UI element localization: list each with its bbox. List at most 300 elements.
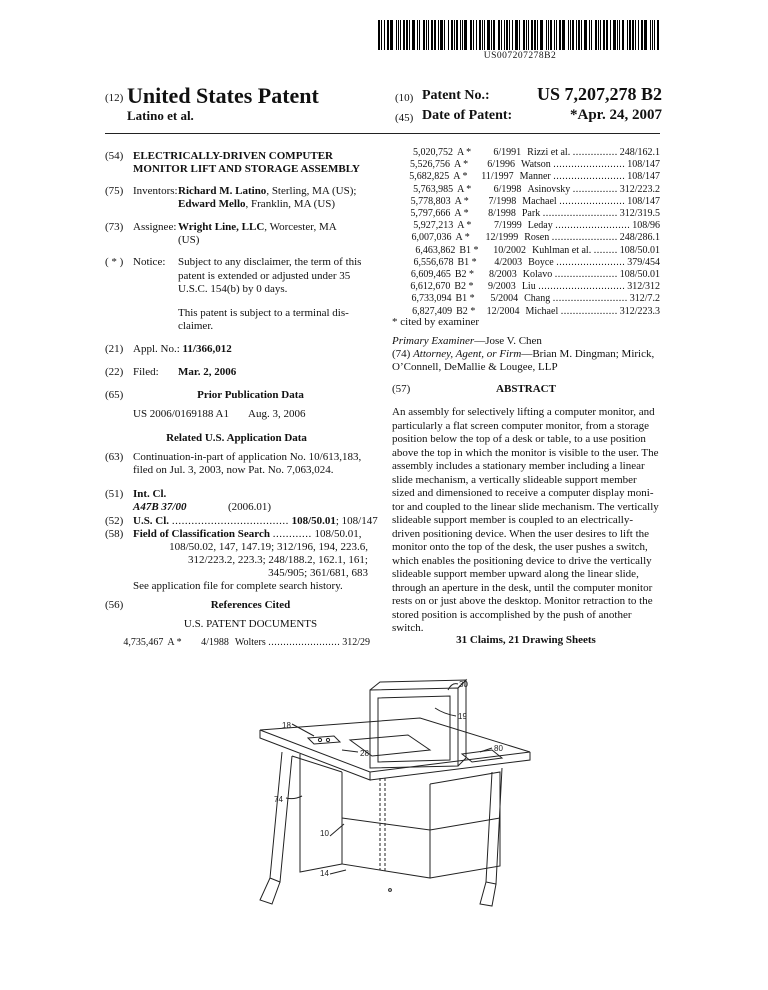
ref-star: * (464, 232, 470, 244)
code-73: (73) (105, 221, 124, 233)
patent-number: US 7,207,278 B2 (537, 84, 663, 104)
attorney-label: Attorney, Agent, or Firm (413, 348, 522, 360)
ref-date: 12/1999 (485, 232, 519, 244)
ref-label-14: 14 (320, 869, 329, 878)
ref-class: 108/50.01 (619, 269, 660, 281)
leader-dots: ............ (272, 528, 312, 540)
ref-name (518, 293, 628, 305)
inventor-1 (178, 185, 356, 199)
reference-row (392, 184, 660, 196)
ref-class: 312/223.3 (619, 305, 660, 317)
ref-name-text: Boyce (528, 256, 554, 268)
publication-number: US 2006/0169188 A1 (133, 408, 229, 420)
barcode-bar (412, 20, 415, 50)
leader-dots: ......................... (555, 220, 631, 232)
barcode-bar (627, 20, 628, 50)
barcode-bar (444, 20, 445, 50)
ref-number: 6,609,465 (410, 269, 451, 281)
appl-no-value: 11/366,012 (182, 343, 232, 355)
barcode-bar (622, 20, 624, 50)
ref-kind (450, 159, 475, 171)
references-cited-title: References Cited (210, 599, 291, 611)
barcode-bar (506, 20, 508, 50)
barcode-bar (504, 20, 505, 50)
ref-star: * (463, 159, 469, 171)
reference-row (392, 220, 660, 232)
ref-number: 5,797,666 (410, 208, 451, 220)
barcode-bar (515, 20, 518, 50)
code-notice: ( * ) (105, 256, 124, 268)
primary-examiner (392, 335, 542, 349)
abstract-line: monitor onto the top of the desk, the user pushes a switch, (392, 541, 648, 553)
ref-star: * (463, 195, 469, 207)
ref-date: 12/2004 (486, 305, 520, 317)
notice-line: Subject to any disclaimer, the term of this (178, 256, 362, 268)
barcode-bar (487, 20, 490, 50)
leader-dots: ................... (560, 305, 618, 317)
notice-line: This patent is subject to a terminal dis- (178, 306, 349, 319)
ref-class: 312/223.2 (619, 183, 661, 195)
barcode-bar (438, 20, 439, 50)
reference-row (392, 293, 660, 305)
ref-label-18: 18 (282, 721, 291, 730)
leader-dots: ............... (572, 147, 618, 158)
ref-kind-code: B2 (454, 281, 467, 293)
abstract-text (392, 406, 660, 636)
abstract-line: slide mechanism, a vertically slideable support member (392, 473, 637, 486)
ref-label-10: 10 (320, 829, 329, 838)
barcode-bar (479, 20, 481, 50)
ref-kind (163, 637, 189, 649)
ref-kind (453, 257, 480, 269)
barcode-bar (562, 20, 565, 50)
barcode-bar (613, 20, 616, 50)
ref-kind-code: A (454, 208, 462, 220)
ref-label-80: 80 (494, 744, 503, 753)
ref-date: 7/1999 (493, 220, 522, 232)
barcode-bar (423, 20, 425, 50)
ref-star: * (471, 256, 477, 268)
ref-date: 7/1998 (488, 195, 517, 207)
ref-number: 5,526,756 (409, 159, 450, 171)
assignee-location: , Worcester, MA (264, 221, 337, 233)
leader-dots: ....................... (556, 256, 626, 268)
ref-label-28: 28 (360, 749, 369, 758)
ref-kind-code: B1 (457, 256, 470, 268)
barcode (378, 20, 662, 50)
ref-date: 6/1991 (493, 147, 522, 158)
barcode-bar (581, 20, 582, 50)
code-75: (75) (105, 185, 124, 197)
ref-date: 10/2002 (493, 244, 527, 256)
primary-examiner-name: —Jose V. Chen (474, 335, 542, 347)
barcode-bar (491, 20, 492, 50)
ref-date: 6/1998 (493, 183, 522, 195)
ref-class: 108/147 (627, 159, 660, 171)
barcode-bar (456, 20, 458, 50)
code-12: (12) (105, 92, 124, 104)
abstract-title: ABSTRACT (496, 383, 556, 395)
reference-row (392, 245, 660, 257)
leader-dots: ........................ (553, 159, 626, 171)
reference-row (392, 257, 660, 269)
patent-drawing (230, 668, 550, 908)
ref-class: 108/96 (632, 220, 660, 232)
ref-class: 248/286.1 (619, 232, 660, 244)
invention-title-2: MONITOR LIFT AND STORAGE ASSEMBLY (133, 163, 360, 175)
barcode-bar (629, 20, 631, 50)
ref-star: * (468, 281, 474, 293)
ref-class: 312/319.5 (619, 208, 660, 220)
ref-date: 8/1998 (488, 208, 516, 220)
publication-date: Aug. 3, 2006 (248, 408, 306, 420)
ref-name-text: Leday (527, 220, 553, 232)
code-57: (57) (392, 383, 411, 395)
reference-row (392, 232, 660, 244)
filed-label: Filed: (133, 366, 159, 378)
ref-star: * (466, 220, 472, 232)
claims-summary: 31 Claims, 21 Drawing Sheets (456, 634, 596, 646)
abstract-line: rests on or just above the desktop. Monitor retraction to the (392, 595, 653, 607)
barcode-bar (406, 20, 408, 50)
ref-kind-code: A (453, 159, 461, 171)
ref-name-text: Liu (521, 281, 536, 293)
ref-name (518, 232, 618, 244)
code-52: (52) (105, 515, 124, 527)
barcode-bar (523, 20, 525, 50)
abstract-line: slideable support member upward along the linear slide, (392, 568, 639, 580)
ref-kind-code: B2 (454, 269, 467, 281)
barcode-bar (578, 20, 580, 50)
barcode-bar (454, 20, 455, 50)
ref-star: * (466, 147, 472, 158)
inventor-2-name: Edward Mello (178, 198, 246, 210)
ref-number: 5,778,803 (410, 195, 451, 207)
code-58: (58) (105, 528, 124, 540)
barcode-bar (589, 20, 590, 50)
field-of-search-line: 108/50.01, (314, 528, 362, 540)
field-of-search (133, 528, 362, 542)
date-label: Date of Patent: (422, 108, 513, 123)
ref-class: 312/29 (342, 637, 370, 648)
document-title: United States Patent (127, 83, 319, 108)
barcode-bar (484, 20, 485, 50)
barcode-bar (617, 20, 618, 50)
leader-dots: ......................... (552, 293, 628, 305)
ref-number: 5,020,752 (412, 147, 453, 158)
abstract-line: which enables the positioning device to drive the vertically (392, 554, 652, 567)
cabinet-division (342, 818, 500, 830)
barcode-bar (390, 20, 393, 50)
ref-kind-code: A (457, 183, 464, 195)
invention-title-1: ELECTRICALLY-DRIVEN COMPUTER (133, 150, 333, 162)
ref-date: 4/2003 (494, 256, 523, 268)
inventor-2 (178, 198, 335, 212)
ref-star: * (469, 269, 474, 281)
barcode-bar (598, 20, 599, 50)
ref-date: 11/1997 (481, 171, 514, 183)
search-history-note: See application file for complete search history. (133, 580, 343, 592)
ref-kind-code: A (454, 195, 462, 207)
barcode-bar (419, 20, 420, 50)
ref-kind-code: A (457, 220, 464, 232)
int-cl-code: A47B 37/00 (133, 501, 187, 513)
barcode-bar (554, 20, 555, 50)
barcode-bar (650, 20, 651, 50)
barcode-bar (546, 20, 547, 50)
ref-date: 6/1996 (487, 159, 515, 171)
abstract-line: sized and dimensioned to receive a computer display moni- (392, 487, 654, 499)
us-cl-rest: ; 108/147 (335, 515, 378, 527)
ref-kind (450, 208, 476, 220)
abstract-line: stored position is accomplished by the push of another (392, 608, 632, 621)
code-45: (45) (395, 112, 414, 124)
leader-dots: ...................... (559, 195, 626, 207)
ref-kind (449, 171, 474, 183)
ref-star: * (466, 183, 472, 195)
barcode-bar (572, 20, 574, 50)
abstract-line: assembly includes a stationary member including a linear (392, 460, 645, 472)
assignee-label: Assignee: (133, 221, 177, 233)
ref-name (521, 147, 618, 159)
ref-kind-code: A (167, 637, 175, 648)
code-74: (74) (392, 348, 411, 360)
barcode-bar (638, 20, 639, 50)
assignee-name: Wright Line, LLC (178, 221, 265, 233)
barcode-bar (591, 20, 592, 50)
patent-no-label: Patent No.: (422, 88, 490, 103)
barcode-bar (476, 20, 477, 50)
barcode-bar (512, 20, 513, 50)
ref-name (517, 269, 618, 281)
code-22: (22) (105, 366, 124, 378)
barcode-bar (657, 20, 659, 50)
assignee (178, 221, 337, 235)
leader-dots: ..................... (554, 269, 618, 281)
cabinet-front (342, 772, 430, 878)
inventors-label: Inventors: (133, 185, 178, 197)
reference-row (392, 159, 660, 171)
barcode-bar (526, 20, 527, 50)
notice-text (178, 256, 368, 334)
related-app-title: Related U.S. Application Data (166, 432, 307, 444)
reference-row (392, 147, 660, 159)
inventor-2-location: , Franklin, MA (US) (245, 198, 336, 210)
ref-star: * (176, 637, 182, 648)
barcode-bar (398, 20, 399, 50)
ref-label-30: 30 (459, 680, 468, 689)
ref-date: 4/1988 (201, 637, 229, 648)
barcode-bar (540, 20, 543, 50)
monitor-side (458, 680, 466, 766)
reference-row (392, 208, 660, 220)
right-references (392, 147, 660, 318)
ref-number: 6,007,036 (411, 232, 452, 244)
barcode-bar (440, 20, 443, 50)
notice-line: U.S.C. 154(b) by 0 days. (178, 283, 288, 295)
ref-date: 9/2003 (488, 281, 516, 293)
ref-name-text: Manner (519, 171, 551, 183)
ref-kind (453, 184, 480, 196)
us-cl (133, 515, 378, 529)
ref-number: 6,556,678 (413, 256, 454, 268)
abstract-line: above the top in which the monitor is visible to the user. The (392, 446, 659, 459)
leader-dots: ...................... (551, 232, 618, 244)
ref-number: 6,612,670 (410, 281, 451, 293)
barcode-bar (460, 20, 461, 50)
cited-by-examiner: * cited by examiner (392, 316, 480, 328)
ref-kind (453, 220, 480, 232)
inventor-1-location: , Sterling, MA (US); (266, 185, 357, 197)
barcode-bar (378, 20, 380, 50)
us-cl-main: 108/50.01 (291, 515, 336, 527)
ref-star: * (469, 293, 475, 305)
barcode-bar (396, 20, 397, 50)
left-references (105, 637, 370, 649)
ref-kind (452, 232, 478, 244)
barcode-bar (603, 20, 605, 50)
ref-name (522, 257, 625, 269)
ref-kind-code: B2 (456, 305, 468, 317)
ref-class: 312/312 (627, 281, 660, 293)
barcode-bar (550, 20, 552, 50)
ref-kind (455, 245, 482, 257)
abstract-line: particularly a flat screen computer monitor, from a storage (392, 419, 650, 432)
ref-kind-code: A (456, 147, 464, 158)
assignee-country: (US) (178, 234, 200, 246)
ref-name (514, 171, 626, 183)
continuation-line-2: filed on Jul. 3, 2003, now Pat. No. 7,063,024. (133, 464, 334, 476)
ref-name (516, 281, 625, 293)
us-cl-label: U.S. Cl. (133, 515, 170, 527)
barcode-bar (498, 20, 500, 50)
ref-name (519, 306, 617, 318)
reference-row (392, 196, 660, 208)
barcode-bar (641, 20, 643, 50)
int-cl-label: Int. Cl. (133, 488, 167, 500)
ref-number: 5,763,985 (413, 183, 454, 195)
ref-class: 108/147 (627, 195, 660, 207)
ref-kind (451, 293, 477, 305)
ref-name-text: Asinovsky (527, 183, 571, 195)
ref-name-text: Kuhlman et al. (532, 244, 592, 256)
barcode-bar (584, 20, 587, 50)
abstract-line: through an aperture in the desk, until the computer monitor (392, 581, 653, 594)
ref-number: 6,733,094 (411, 293, 452, 305)
barcode-bar (431, 20, 433, 50)
notice-line: claimer. (178, 320, 214, 332)
barcode-bar (548, 20, 549, 50)
barcode-bar (654, 20, 655, 50)
barcode-bar (606, 20, 608, 50)
ref-name (515, 159, 625, 171)
barcode-bar (568, 20, 569, 50)
ref-name-text: Michael (525, 305, 559, 317)
barcode-bar (448, 20, 449, 50)
notice-label: Notice: (133, 256, 166, 268)
ref-kind-code: B1 (455, 293, 468, 305)
barcode-bar (400, 20, 401, 50)
ref-name (516, 196, 625, 208)
ref-number: 5,682,825 (409, 171, 450, 183)
leader-dots: ............................. (538, 281, 626, 293)
ref-name-text: Park (521, 208, 541, 220)
ref-star: * (473, 244, 479, 256)
attorney-line: —Brian M. Dingman; Mirick, (521, 348, 655, 360)
leader-dots: ............... (572, 183, 618, 195)
ref-kind-code: A (453, 171, 460, 183)
barcode-bar (534, 20, 536, 50)
attorney (392, 348, 654, 362)
switch-box (308, 736, 340, 744)
reference-row (105, 637, 370, 649)
barcode-bar (531, 20, 533, 50)
barcode-bar (451, 20, 453, 50)
field-of-search-label: Field of Classification Search (133, 528, 270, 540)
barcode-number: US007207278B2 (483, 51, 557, 61)
ref-class: 312/7.2 (629, 293, 660, 305)
barcode-bar (384, 20, 385, 50)
abstract-line: position below the top of a desk or table, to a use position (392, 433, 646, 445)
reference-row (392, 269, 660, 281)
ref-name-text: Chang (524, 293, 551, 305)
barcode-bar (501, 20, 502, 50)
code-65: (65) (105, 389, 124, 401)
code-51: (51) (105, 488, 124, 500)
patent-date: *Apr. 24, 2007 (570, 107, 662, 123)
ref-kind (450, 281, 476, 293)
ref-name-text: Wolters (234, 637, 266, 648)
reference-row (392, 171, 660, 183)
prior-publication-title: Prior Publication Data (197, 389, 304, 401)
appl-no (133, 343, 232, 357)
code-54: (54) (105, 150, 124, 162)
filed-date: Mar. 2, 2006 (178, 366, 237, 378)
ref-name (522, 220, 631, 232)
leader-dots: ......................... (542, 208, 618, 220)
primary-examiner-label: Primary Examiner (392, 335, 475, 347)
barcode-bar (556, 20, 557, 50)
barcode-bar (470, 20, 472, 50)
monitor-outline (370, 688, 458, 768)
leader-dots: ........................ (268, 637, 341, 648)
barcode-bar (610, 20, 611, 50)
barcode-bar (426, 20, 427, 50)
inventor-1-name: Richard M. Latino (178, 185, 267, 197)
barcode-bar (428, 20, 429, 50)
barcode-bar (509, 20, 510, 50)
barcode-bar (537, 20, 538, 50)
field-of-search-line: 345/905; 361/681, 683 (268, 567, 368, 579)
reference-row (392, 281, 660, 293)
ref-label-74: 74 (274, 795, 283, 804)
ref-kind-code: B1 (459, 244, 472, 256)
barcode-bar (417, 20, 418, 50)
ref-class: 108/147 (627, 171, 660, 183)
barcode-bar (403, 20, 405, 50)
appl-no-label: Appl. No.: (133, 343, 180, 355)
leader-dots: ........ (593, 244, 618, 256)
ref-number: 6,827,409 (412, 305, 453, 317)
field-of-search-line: 108/50.02, 147, 147.19; 312/196, 194, 223.6, (169, 541, 368, 553)
barcode-bar (619, 20, 620, 50)
barcode-bar (644, 20, 647, 50)
ref-date: 8/2003 (488, 269, 517, 281)
barcode-bar (635, 20, 636, 50)
ref-label-19: 19 (458, 712, 467, 721)
ref-name-text: Rizzi et al. (527, 147, 571, 158)
barcode-bar (570, 20, 571, 50)
